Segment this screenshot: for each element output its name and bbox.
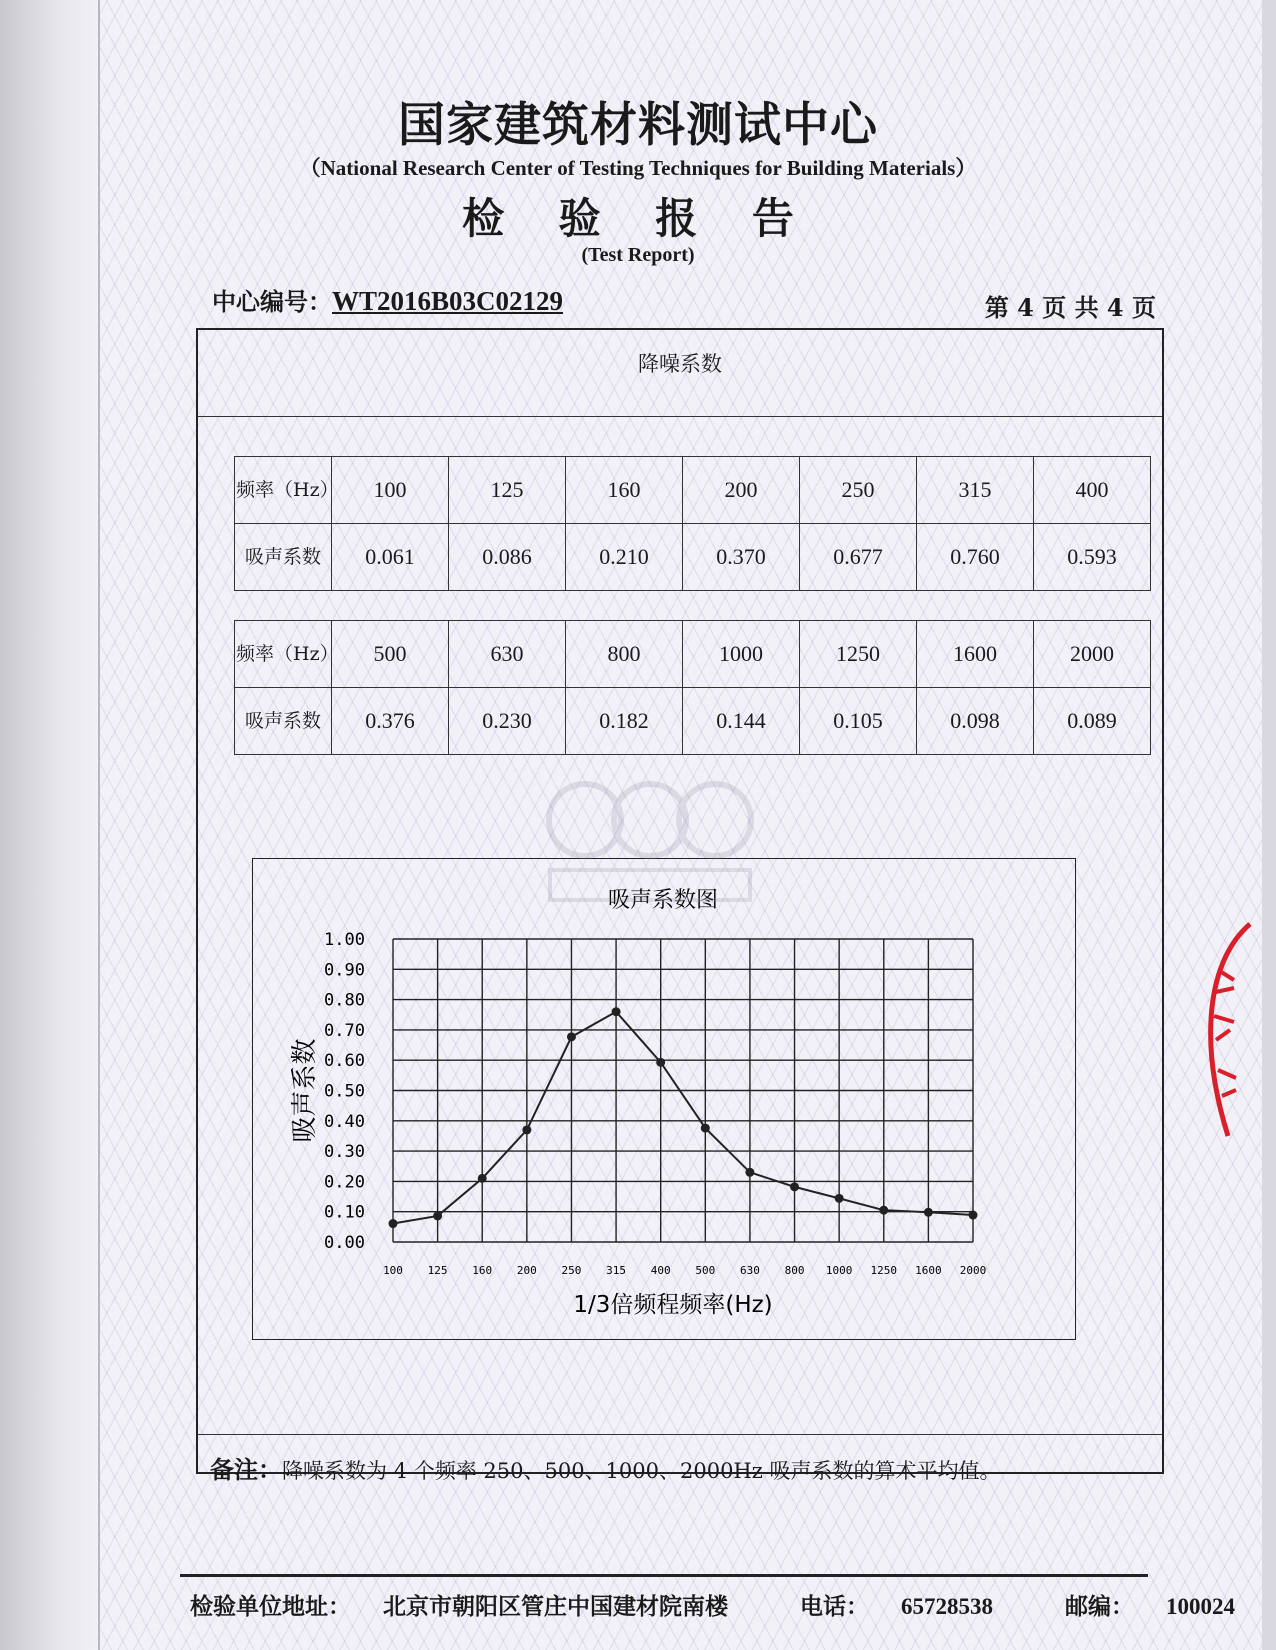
y-tick-label: 0.30 [324,1142,365,1163]
center-number [212,282,563,317]
freq-cell: 2000 [1034,621,1151,688]
row-header-frequency: 频率（Hz） [235,621,332,688]
y-tick-label: 0.70 [324,1020,365,1041]
page-info: 第 4 页 共 4 页 [984,293,1156,322]
frequency-table-1 [234,456,1151,591]
y-tick-label: 0.50 [324,1081,365,1102]
x-tick-label: 100 [383,1264,403,1277]
org-title: 国家建筑材料测试中心 [398,98,878,153]
center-number-label: 中心编号： [212,287,332,316]
note-text: 降噪系数为 4 个频率 250、500、1000、2000Hz 吸声系数的算术平均值。 [282,1459,1001,1483]
coef-cell: 0.760 [917,524,1034,591]
table-row-frequency [235,621,1151,688]
data-point [969,1211,978,1220]
address-label: 检验单位地址： [190,1593,351,1620]
x-tick-label: 400 [650,1264,671,1277]
footer-postcode [1065,1593,1267,1620]
data-point [433,1211,442,1220]
title-divider [198,416,1162,417]
data-point [701,1124,710,1133]
cbmc-watermark-logo [540,770,760,920]
note-divider [198,1434,1162,1435]
freq-cell: 100 [332,457,449,524]
data-point [879,1206,888,1215]
freq-cell: 1600 [917,621,1034,688]
note-label: 备注： [210,1455,282,1484]
footer-phone [800,1593,1025,1620]
series-line [393,1012,973,1224]
coef-cell: 0.105 [800,688,917,755]
y-tick-label: 0.40 [324,1111,365,1132]
freq-cell: 1250 [800,621,917,688]
coef-cell: 0.098 [917,688,1034,755]
frequency-table-2 [234,620,1151,755]
x-tick-label: 500 [695,1264,716,1277]
postcode-label: 邮编： [1065,1593,1135,1620]
x-tick-label: 1600 [915,1264,942,1277]
table-row-coefficient [235,524,1151,591]
report-title: 检 验 报 告 [462,194,814,243]
chart-title: 吸声系数图 [607,888,719,913]
y-tick-label: 0.10 [324,1202,365,1223]
coef-cell: 0.230 [449,688,566,755]
x-axis-label: 1/3倍频程频率(Hz) [573,1292,773,1318]
coef-cell: 0.677 [800,524,917,591]
y-axis-label: 吸声系数 [290,1038,320,1143]
x-tick-label: 125 [427,1264,448,1277]
y-tick-label: 0.90 [324,960,365,981]
data-point [745,1168,754,1177]
absorption-chart [252,858,1076,1340]
footer-divider [180,1574,1148,1577]
x-tick-label: 160 [472,1264,493,1277]
data-point [656,1058,665,1067]
row-header-coefficient: 吸声系数 [235,524,332,591]
official-seal-stamp [1188,920,1258,1140]
row-header-coefficient: 吸声系数 [235,688,332,755]
phone-label: 电话： [800,1593,870,1620]
x-tick-label: 2000 [959,1264,987,1277]
y-tick-label: 0.80 [324,990,365,1011]
data-point [612,1007,621,1016]
coef-cell: 0.061 [332,524,449,591]
freq-cell: 400 [1034,457,1151,524]
coef-cell: 0.086 [449,524,566,591]
report-title-en: (Test Report) [581,244,695,266]
data-point [835,1194,844,1203]
note [210,1450,1001,1485]
x-tick-label: 1250 [870,1264,898,1277]
coef-cell: 0.210 [566,524,683,591]
org-title-en: （National Research Center of Testing Techniques for Building Materials） [299,156,977,180]
postcode-value: 100024 [1166,1594,1236,1619]
freq-cell: 160 [566,457,683,524]
footer-address [190,1593,760,1620]
data-point [567,1032,576,1041]
y-tick-label: 0.00 [324,1233,365,1253]
x-tick-label: 250 [561,1264,582,1277]
data-point [389,1219,398,1228]
phone-value: 65728538 [901,1594,994,1619]
coef-cell: 0.376 [332,688,449,755]
table-row-coefficient [235,688,1151,755]
x-tick-label: 800 [784,1264,805,1277]
data-point [924,1208,933,1217]
chart-svg [253,859,1077,1341]
x-tick-label: 200 [516,1264,537,1277]
coef-cell: 0.144 [683,688,800,755]
freq-cell: 200 [683,457,800,524]
coef-cell: 0.593 [1034,524,1151,591]
address-value: 北京市朝阳区管庄中国建材院南楼 [383,1593,728,1620]
x-tick-label: 1000 [825,1264,853,1277]
y-tick-label: 0.60 [324,1051,365,1072]
data-point [478,1174,487,1183]
y-tick-label: 0.20 [324,1172,365,1193]
row-header-frequency: 频率（Hz） [235,457,332,524]
coef-cell: 0.370 [683,524,800,591]
freq-cell: 125 [449,457,566,524]
freq-cell: 500 [332,621,449,688]
coef-cell: 0.089 [1034,688,1151,755]
center-number-value: WT2016B03C02129 [332,286,564,316]
footer [190,1588,1276,1621]
table-row-frequency [235,457,1151,524]
y-tick-label: 1.00 [324,930,365,950]
x-tick-label: 630 [739,1264,760,1277]
freq-cell: 250 [800,457,917,524]
freq-cell: 800 [566,621,683,688]
freq-cell: 630 [449,621,566,688]
freq-cell: 315 [917,457,1034,524]
freq-cell: 1000 [683,621,800,688]
coef-cell: 0.182 [566,688,683,755]
section-title: 降噪系数 [638,352,722,376]
x-tick-label: 315 [606,1264,627,1277]
data-point [522,1125,531,1134]
data-point [790,1182,799,1191]
